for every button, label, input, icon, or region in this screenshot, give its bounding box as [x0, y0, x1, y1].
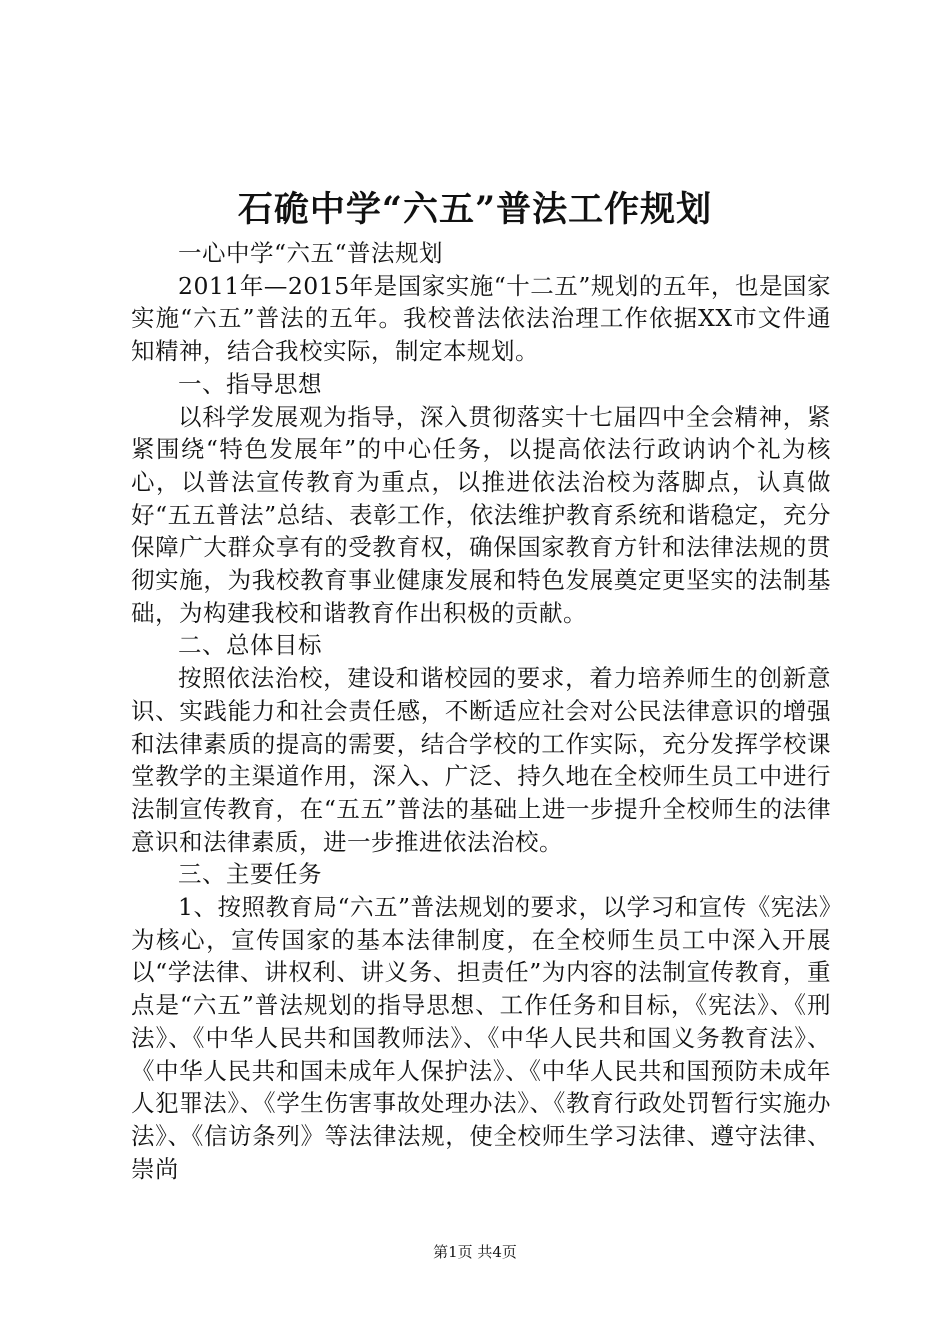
section-heading-main-tasks: 三、主要任务: [178, 860, 322, 889]
paragraph-overall-goal: 按照依法治校，建设和谐校园的要求，着力培养师生的创新意识、实践能力和社会责任感，不断适应社会对公民法律意识的增强和法律素质的提高的需要，结合学校的工作实际，充分发挥学校课堂教学的主渠道作用，深入、广泛、持久地在全校师生员工中进行法制宣传教育，在“五五”普法的基础上进一步提升全校师生的法律意识和法律素质，进一步推进依法治校。: [131, 664, 831, 856]
section-heading-overall-goal: 二、总体目标: [178, 631, 322, 660]
paragraph-guiding-ideology: 以科学发展观为指导，深入贯彻落实十七届四中全会精神，紧紧围绕“特色发展年”的中心任务，以提高依法行政讷讷个礼为核心，以普法宣传教育为重点，以推进依法治校为落脚点，认真做好“五五普法”总结、表彰工作，依法维护教育系统和谐稳定，充分保障广大群众享有的受教育权，确保国家教育方针和法律法规的贯彻实施，为我校教育事业健康发展和特色发展奠定更坚实的法制基础，为构建我校和谐教育作出积极的贡献。: [131, 402, 831, 627]
document-title: 石硊中学“六五”普法工作规划: [237, 189, 713, 230]
paragraph-main-tasks: 1、按照教育局“六五”普法规划的要求，以学习和宣传《宪法》为核心，宣传国家的基本法律制度，在全校师生员工中深入开展以“学法律、讲权利、讲义务、担责任”为内容的法制宣传教育，重点是“六五”普法规划的指导思想、工作任务和目标，《宪法》、《刑法》、《中华人民共和国教师法》、《中华人民共和国义务教育法》、《中华人民共和国未成年人保护法》、《中华人民共和国预防未成年人犯罪法》、《学生伤害事故处理办法》、《教育行政处罚暂行实施办法》、《信访条列》等法律法规，使全校师生学习法律、遵守法律、崇尚: [131, 893, 831, 1183]
paragraph-intro: 2011年—2015年是国家实施“十二五”规划的五年，也是国家实施“六五”普法的五年。我校普法依法治理工作依据XX市文件通知精神，结合我校实际，制定本规划。: [131, 271, 831, 366]
section-heading-guiding-ideology: 一、指导思想: [178, 369, 322, 398]
document-subtitle: 一心中学“六五“普法规划: [178, 239, 444, 267]
document-body: [131, 237, 831, 1185]
page-footer: 第1页 共4页: [433, 1243, 517, 1261]
